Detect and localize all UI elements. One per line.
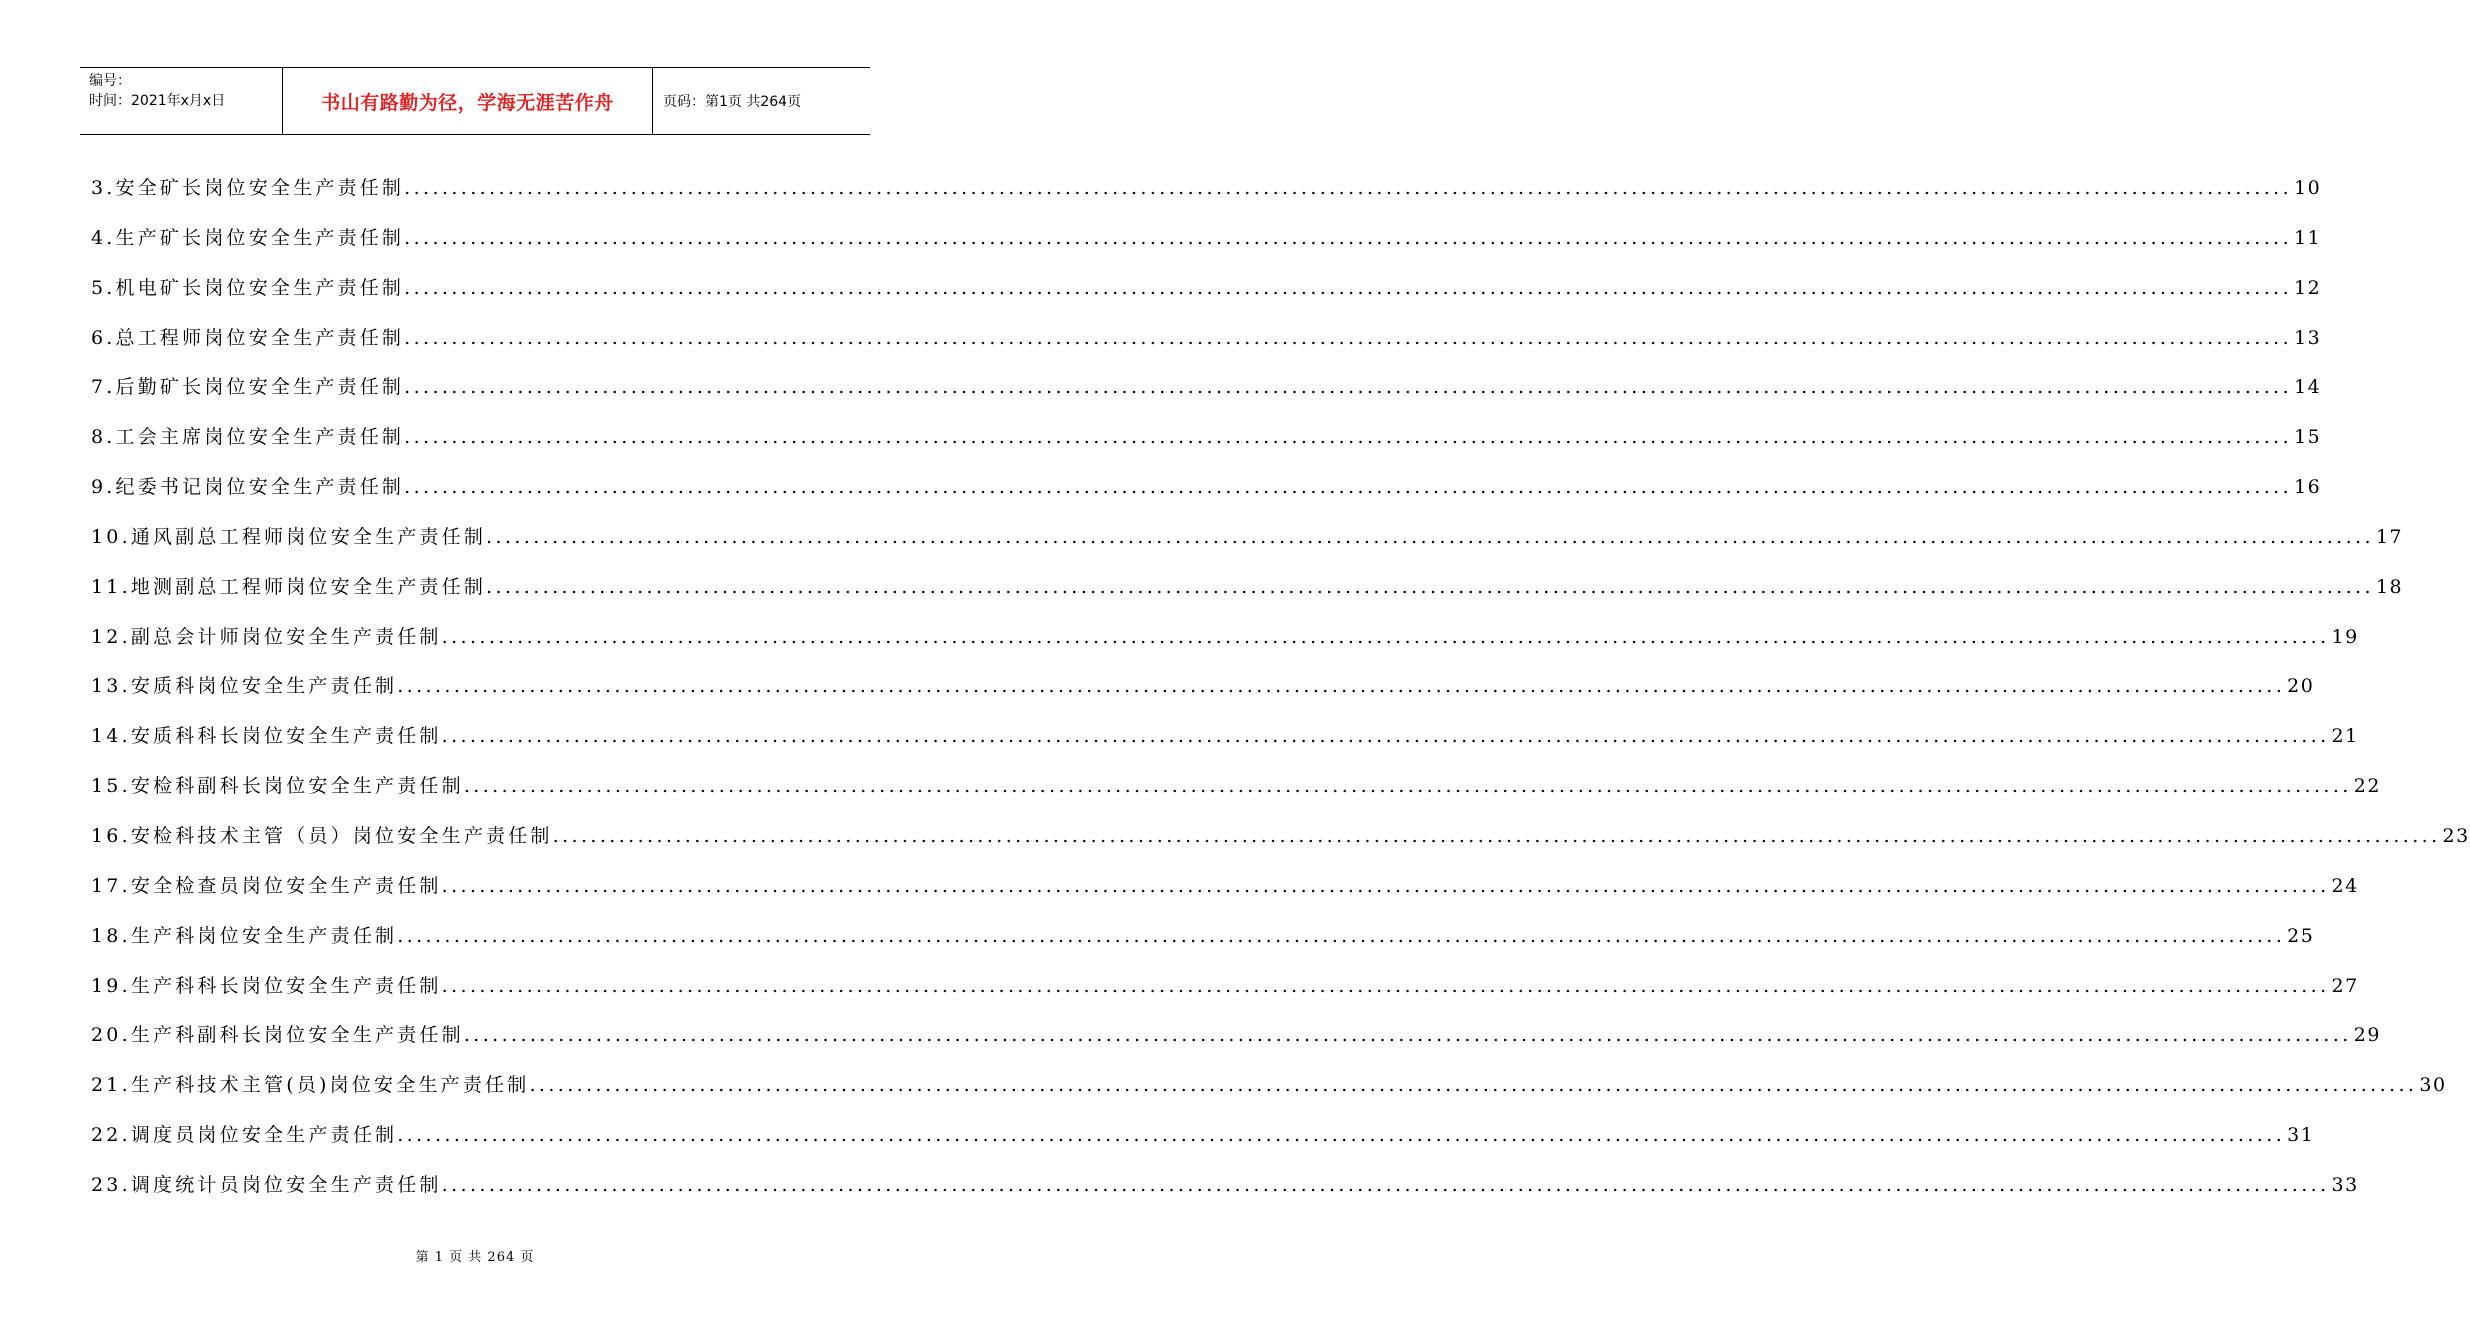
- toc-dot-leader: ........................................................................................................................................................................................................: [552, 824, 2441, 847]
- toc-entry-page-number: 29: [2353, 1024, 2381, 1047]
- toc-entry-title: 21.生产科技术主管(员)岗位安全生产责任制: [91, 1074, 530, 1097]
- toc-dot-leader: ........................................................................................................................................................................................................: [486, 575, 2374, 598]
- toc-entry-page-number: 25: [2287, 924, 2315, 947]
- toc-dot-leader: ........................................................................................................................................................................................................: [441, 625, 2330, 648]
- toc-entry[interactable]: [91, 1120, 2315, 1170]
- toc-dot-leader: ........................................................................................................................................................................................................: [441, 974, 2330, 997]
- toc-entry-page-number: 27: [2331, 974, 2359, 997]
- toc-entry[interactable]: [91, 671, 2315, 721]
- toc-entry-page-number: 19: [2331, 625, 2359, 648]
- document-time-label: 时间：2021年x月x日: [89, 93, 226, 109]
- toc-entry-title: 9.纪委书记岗位安全生产责任制: [91, 476, 405, 499]
- toc-entry-title: 6.总工程师岗位安全生产责任制: [91, 326, 405, 349]
- toc-entry-title: 10.通风副总工程师岗位安全生产责任制: [91, 525, 487, 548]
- toc-dot-leader: ........................................................................................................................................................................................................: [463, 1024, 2352, 1047]
- toc-entry[interactable]: [91, 622, 2359, 672]
- toc-dot-leader: ........................................................................................................................................................................................................: [404, 276, 2293, 299]
- toc-entry-page-number: 15: [2294, 426, 2322, 449]
- toc-entry-title: 19.生产科科长岗位安全生产责任制: [91, 974, 442, 997]
- toc-entry-title: 20.生产科副科长岗位安全生产责任制: [91, 1024, 464, 1047]
- toc-dot-leader: ........................................................................................................................................................................................................: [404, 376, 2293, 399]
- toc-entry-page-number: 11: [2294, 226, 2322, 249]
- toc-dot-leader: ........................................................................................................................................................................................................: [404, 476, 2293, 499]
- toc-entry[interactable]: [91, 522, 2404, 572]
- header-meta-cell: [80, 68, 282, 134]
- toc-entry-title: 15.安检科副科长岗位安全生产责任制: [91, 775, 464, 798]
- toc-entry[interactable]: [91, 372, 2322, 422]
- toc-entry-page-number: 14: [2294, 376, 2322, 399]
- toc-dot-leader: ........................................................................................................................................................................................................: [529, 1074, 2418, 1097]
- toc-dot-leader: ........................................................................................................................................................................................................: [441, 1173, 2330, 1196]
- toc-entry-page-number: 10: [2294, 177, 2322, 199]
- toc-entry[interactable]: [91, 223, 2322, 273]
- toc-entry-title: 5.机电矿长岗位安全生产责任制: [91, 276, 405, 299]
- table-of-contents: [91, 173, 2470, 1220]
- toc-dot-leader: ........................................................................................................................................................................................................: [441, 725, 2330, 748]
- toc-entry[interactable]: [91, 1070, 2447, 1120]
- toc-entry-title: 3.安全矿长岗位安全生产责任制: [91, 177, 405, 199]
- toc-entry[interactable]: [91, 572, 2404, 622]
- toc-entry[interactable]: [91, 273, 2322, 323]
- toc-entry-title: 22.调度员岗位安全生产责任制: [91, 1124, 398, 1147]
- header-motto: 书山有路勤为径，学海无涯苦作舟: [282, 68, 653, 134]
- toc-entry-title: 7.后勤矿长岗位安全生产责任制: [91, 376, 405, 399]
- header-page-info: 页码：第1页 共264页: [663, 94, 802, 110]
- toc-dot-leader: ........................................................................................................................................................................................................: [404, 326, 2293, 349]
- toc-entry-title: 12.副总会计师岗位安全生产责任制: [91, 625, 442, 648]
- toc-entry-page-number: 21: [2331, 725, 2359, 748]
- toc-entry-page-number: 30: [2419, 1074, 2447, 1097]
- toc-entry[interactable]: [91, 871, 2359, 921]
- toc-entry-page-number: 16: [2294, 476, 2322, 499]
- toc-entry-title: 18.生产科岗位安全生产责任制: [91, 924, 398, 947]
- toc-entry-page-number: 20: [2287, 675, 2315, 698]
- toc-entry-page-number: 12: [2294, 276, 2322, 299]
- toc-entry-page-number: 18: [2375, 575, 2404, 598]
- toc-dot-leader: ........................................................................................................................................................................................................: [397, 675, 2286, 698]
- toc-entry-title: 13.安质科岗位安全生产责任制: [91, 675, 398, 698]
- toc-entry[interactable]: [91, 771, 2381, 821]
- toc-entry-title: 14.安质科科长岗位安全生产责任制: [91, 725, 442, 748]
- toc-entry-title: 16.安检科技术主管（员）岗位安全生产责任制: [91, 824, 553, 847]
- toc-dot-leader: ........................................................................................................................................................................................................: [441, 874, 2330, 897]
- toc-entry-title: 11.地测副总工程师岗位安全生产责任制: [91, 575, 487, 598]
- toc-entry[interactable]: [91, 472, 2322, 522]
- toc-dot-leader: ........................................................................................................................................................................................................: [463, 775, 2352, 798]
- toc-entry-page-number: 13: [2294, 326, 2322, 349]
- toc-dot-leader: ........................................................................................................................................................................................................: [397, 924, 2286, 947]
- toc-entry[interactable]: [91, 721, 2359, 771]
- toc-entry-title: 17.安全检查员岗位安全生产责任制: [91, 874, 442, 897]
- toc-dot-leader: ........................................................................................................................................................................................................: [486, 525, 2374, 548]
- toc-entry[interactable]: [91, 921, 2315, 971]
- toc-entry[interactable]: [91, 173, 2322, 223]
- page-footer: 第 1 页 共 264 页: [415, 1250, 535, 1265]
- toc-entry[interactable]: [91, 323, 2322, 373]
- toc-dot-leader: ........................................................................................................................................................................................................: [404, 177, 2293, 199]
- toc-entry-title: 8.工会主席岗位安全生产责任制: [91, 426, 405, 449]
- toc-dot-leader: ........................................................................................................................................................................................................: [397, 1124, 2286, 1147]
- toc-entry-page-number: 23: [2442, 824, 2470, 847]
- document-header: [80, 67, 870, 135]
- toc-entry[interactable]: [91, 971, 2359, 1021]
- toc-entry-title: 4.生产矿长岗位安全生产责任制: [91, 226, 405, 249]
- toc-entry-page-number: 17: [2375, 525, 2404, 548]
- toc-entry[interactable]: [91, 422, 2322, 472]
- toc-entry-title: 23.调度统计员岗位安全生产责任制: [91, 1173, 442, 1196]
- toc-entry[interactable]: [91, 1170, 2359, 1220]
- toc-entry-page-number: 31: [2287, 1124, 2315, 1147]
- toc-entry[interactable]: [91, 821, 2470, 871]
- toc-entry[interactable]: [91, 1020, 2381, 1070]
- toc-dot-leader: ........................................................................................................................................................................................................: [404, 226, 2293, 249]
- toc-dot-leader: ........................................................................................................................................................................................................: [404, 426, 2293, 449]
- toc-entry-page-number: 33: [2331, 1173, 2359, 1196]
- toc-entry-page-number: 22: [2353, 775, 2381, 798]
- document-number-label: 编号：: [89, 73, 131, 89]
- toc-entry-page-number: 24: [2331, 874, 2359, 897]
